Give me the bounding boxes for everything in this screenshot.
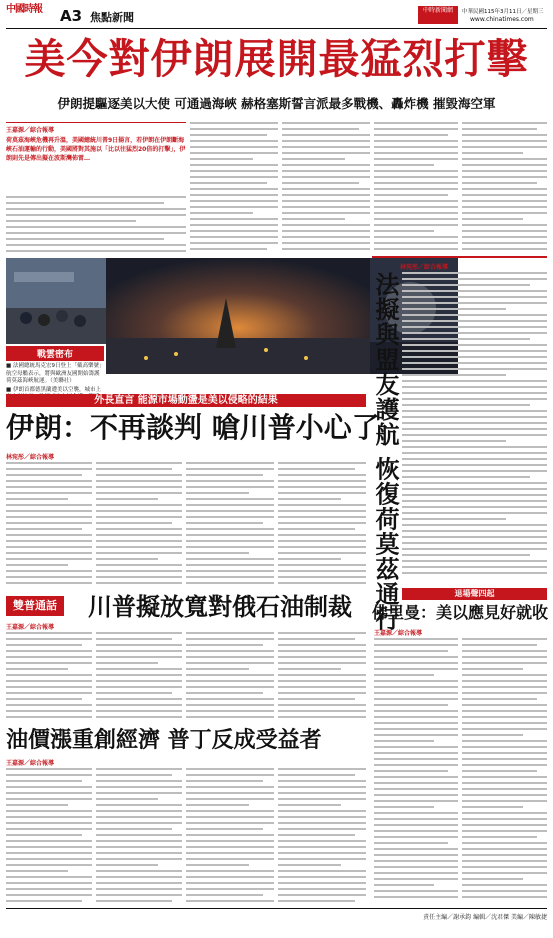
website: www.chinatimes.com [470,16,534,23]
photo-caption-line: ■ 伊朗首都德黑蘭遭美以空襲，城市上 [6,386,101,393]
article-text-block [6,768,92,906]
story3-byline: 王嘉源／綜合報導 [6,624,55,631]
right-logo: 中時新聞網 [418,6,458,24]
article-text-block [96,768,182,906]
side-story1-byline: 林宛彤／綜合報導 [400,264,449,271]
lead-byline: 王嘉源／綜合報導 [6,127,55,134]
article-text-block [402,272,547,582]
article-text-block [96,462,182,590]
article-text-block [374,638,458,906]
masthead-rule [6,28,547,29]
sub-headline: 伊朗提驅逐美以大使 可通過海峽 赫格塞斯誓言派最多戰機、轟炸機 摧毀海空軍 [57,96,496,111]
article-text-block [96,632,182,724]
news-photo-aircraft-carrier [6,258,106,344]
side-story2-title: 佛里曼：美以應見好就收 [372,603,549,622]
photo-caption-title: 戰雲密布 [6,346,104,361]
article-text-block [6,632,92,724]
masthead [0,0,553,30]
footer-credits: 責任主編／謝承鈞 編輯／沈君傑 美編／陳敏捷 [423,914,547,921]
article-text-block [462,122,547,254]
article-text-block [186,768,274,906]
lead-excerpt: 荷莫茲海峽危機再升溫，美國總統川普9日揚言，若伊朗在伊朗斷海峽石油運輸的行動，美國將對其施以「比以往猛烈20倍的打擊」，伊朗則先是傳出擬在波斯灣佈雷… [6,137,186,162]
article-text-block [190,122,278,254]
article-text-block [278,462,366,590]
section-name: 焦點新聞 [90,11,134,24]
story2-title: 伊朗：不再談判 嗆川普小心了 [6,411,380,444]
story2-kicker: 外長直言 能源市場動盪是美以侵略的結果 [6,394,366,407]
story3-title: 川普擬放寬對俄石油制裁 [88,593,352,621]
footer-rule [6,908,547,909]
side-story2-kicker: 退場聲四起 [402,588,547,600]
article-text-block [278,768,366,906]
story4-byline: 王嘉源／綜合報導 [6,760,55,767]
main-headline: 美今對伊朗展開最猛烈打擊 [24,35,529,83]
brand-logo: 中國時報 [6,4,42,15]
date-line: 中華民國115年3月11日／星期三 [462,9,544,15]
article-text-block [278,632,366,724]
article-text-block [282,122,370,254]
story3-label: 雙普通話 [6,596,64,616]
story2-byline: 林宛彤／綜合報導 [6,454,55,461]
article-text-block [186,462,274,590]
photo-caption-line: ■ 法國總統馬克宏9日登上「戴高樂號」航空母艦表示，將與歐洲友國開始籌護荷莫茲海峽航運。（美聯社） [6,363,102,384]
article-text-block [186,632,274,724]
side-story2-byline: 王嘉源／綜合報導 [374,630,423,637]
article-text-block [6,462,92,590]
side-story1-title: 法擬與盟友護航 恢復荷莫茲通行 [371,272,400,632]
article-text-block [6,196,186,256]
section-divider [372,256,547,258]
article-text-block [462,638,547,906]
story4-title: 油價漲重創經濟 普丁反成受益者 [6,728,322,753]
article-text-block [374,122,458,254]
page-number: A3 [60,7,83,25]
lead-box [6,122,186,192]
news-photo-tehran-night [106,258,370,374]
